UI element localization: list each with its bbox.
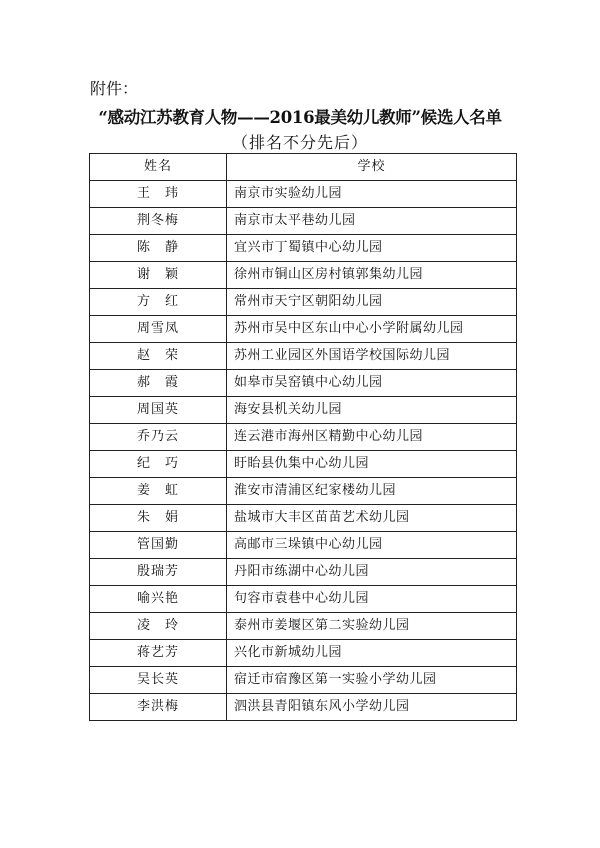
candidate-school: 宿迁市宿豫区第一实验小学幼儿园 xyxy=(227,667,517,694)
candidate-name: 姜 虹 xyxy=(90,478,227,505)
candidate-school: 常州市天宁区朝阳幼儿园 xyxy=(227,289,517,316)
table-row xyxy=(90,181,517,208)
document-title: “感动江苏教育人物——2016最美幼儿教师”候选人名单 xyxy=(98,108,502,127)
candidate-school: 南京市太平巷幼儿园 xyxy=(227,208,517,235)
candidate-name: 管国勤 xyxy=(90,532,227,559)
candidate-name: 凌 玲 xyxy=(90,613,227,640)
document-subtitle: （排名不分先后） xyxy=(231,133,368,152)
table-row xyxy=(90,208,517,235)
candidate-name: 吴长英 xyxy=(90,667,227,694)
table-body xyxy=(90,181,517,721)
table-row xyxy=(90,397,517,424)
candidate-school: 连云港市海州区精勤中心幼儿园 xyxy=(227,424,517,451)
table-row xyxy=(90,316,517,343)
candidate-school: 盐城市大丰区苗苗艺术幼儿园 xyxy=(227,505,517,532)
table-row xyxy=(90,505,517,532)
candidate-name: 乔乃云 xyxy=(90,424,227,451)
candidate-school: 如皋市吴窑镇中心幼儿园 xyxy=(227,370,517,397)
candidate-name: 纪 巧 xyxy=(90,451,227,478)
table-row xyxy=(90,586,517,613)
table-row xyxy=(90,478,517,505)
table-header-row xyxy=(90,154,517,181)
candidate-school: 泗洪县青阳镇东风小学幼儿园 xyxy=(227,694,517,721)
table-row xyxy=(90,640,517,667)
table-row xyxy=(90,289,517,316)
candidate-school: 泰州市姜堰区第二实验幼儿园 xyxy=(227,613,517,640)
candidate-school: 苏州工业园区外国语学校国际幼儿园 xyxy=(227,343,517,370)
candidate-name: 殷瑞芳 xyxy=(90,559,227,586)
candidate-name: 郝 霞 xyxy=(90,370,227,397)
table-row xyxy=(90,370,517,397)
header-school: 学校 xyxy=(227,154,517,181)
candidate-school: 徐州市铜山区房村镇郭集幼儿园 xyxy=(227,262,517,289)
candidate-name: 周国英 xyxy=(90,397,227,424)
candidate-school: 宜兴市丁蜀镇中心幼儿园 xyxy=(227,235,517,262)
candidate-school: 丹阳市练湖中心幼儿园 xyxy=(227,559,517,586)
candidate-name: 谢 颖 xyxy=(90,262,227,289)
table-row xyxy=(90,532,517,559)
candidate-school: 苏州市吴中区东山中心小学附属幼儿园 xyxy=(227,316,517,343)
table-row xyxy=(90,235,517,262)
table-row xyxy=(90,694,517,721)
candidate-school: 南京市实验幼儿园 xyxy=(227,181,517,208)
candidate-name: 周雪凤 xyxy=(90,316,227,343)
candidate-name: 王 玮 xyxy=(90,181,227,208)
candidate-name: 荆冬梅 xyxy=(90,208,227,235)
attachment-label: 附件： xyxy=(90,79,139,98)
table-row xyxy=(90,451,517,478)
candidate-name: 方 红 xyxy=(90,289,227,316)
table-row xyxy=(90,262,517,289)
candidate-table xyxy=(89,153,517,721)
candidate-school: 盱眙县仇集中心幼儿园 xyxy=(227,451,517,478)
table-row xyxy=(90,613,517,640)
table-row xyxy=(90,559,517,586)
candidate-school: 海安县机关幼儿园 xyxy=(227,397,517,424)
table-row xyxy=(90,424,517,451)
candidate-school: 淮安市清浦区纪家楼幼儿园 xyxy=(227,478,517,505)
candidate-name: 赵 荣 xyxy=(90,343,227,370)
candidate-name: 朱 娟 xyxy=(90,505,227,532)
candidate-school: 句容市袁巷中心幼儿园 xyxy=(227,586,517,613)
candidate-name: 李洪梅 xyxy=(90,694,227,721)
table-row xyxy=(90,667,517,694)
candidate-name: 陈 静 xyxy=(90,235,227,262)
candidate-school: 高邮市三垛镇中心幼儿园 xyxy=(227,532,517,559)
table-row xyxy=(90,343,517,370)
candidate-name: 喻兴艳 xyxy=(90,586,227,613)
candidate-name: 蒋艺芳 xyxy=(90,640,227,667)
header-name: 姓名 xyxy=(90,154,227,181)
candidate-school: 兴化市新城幼儿园 xyxy=(227,640,517,667)
